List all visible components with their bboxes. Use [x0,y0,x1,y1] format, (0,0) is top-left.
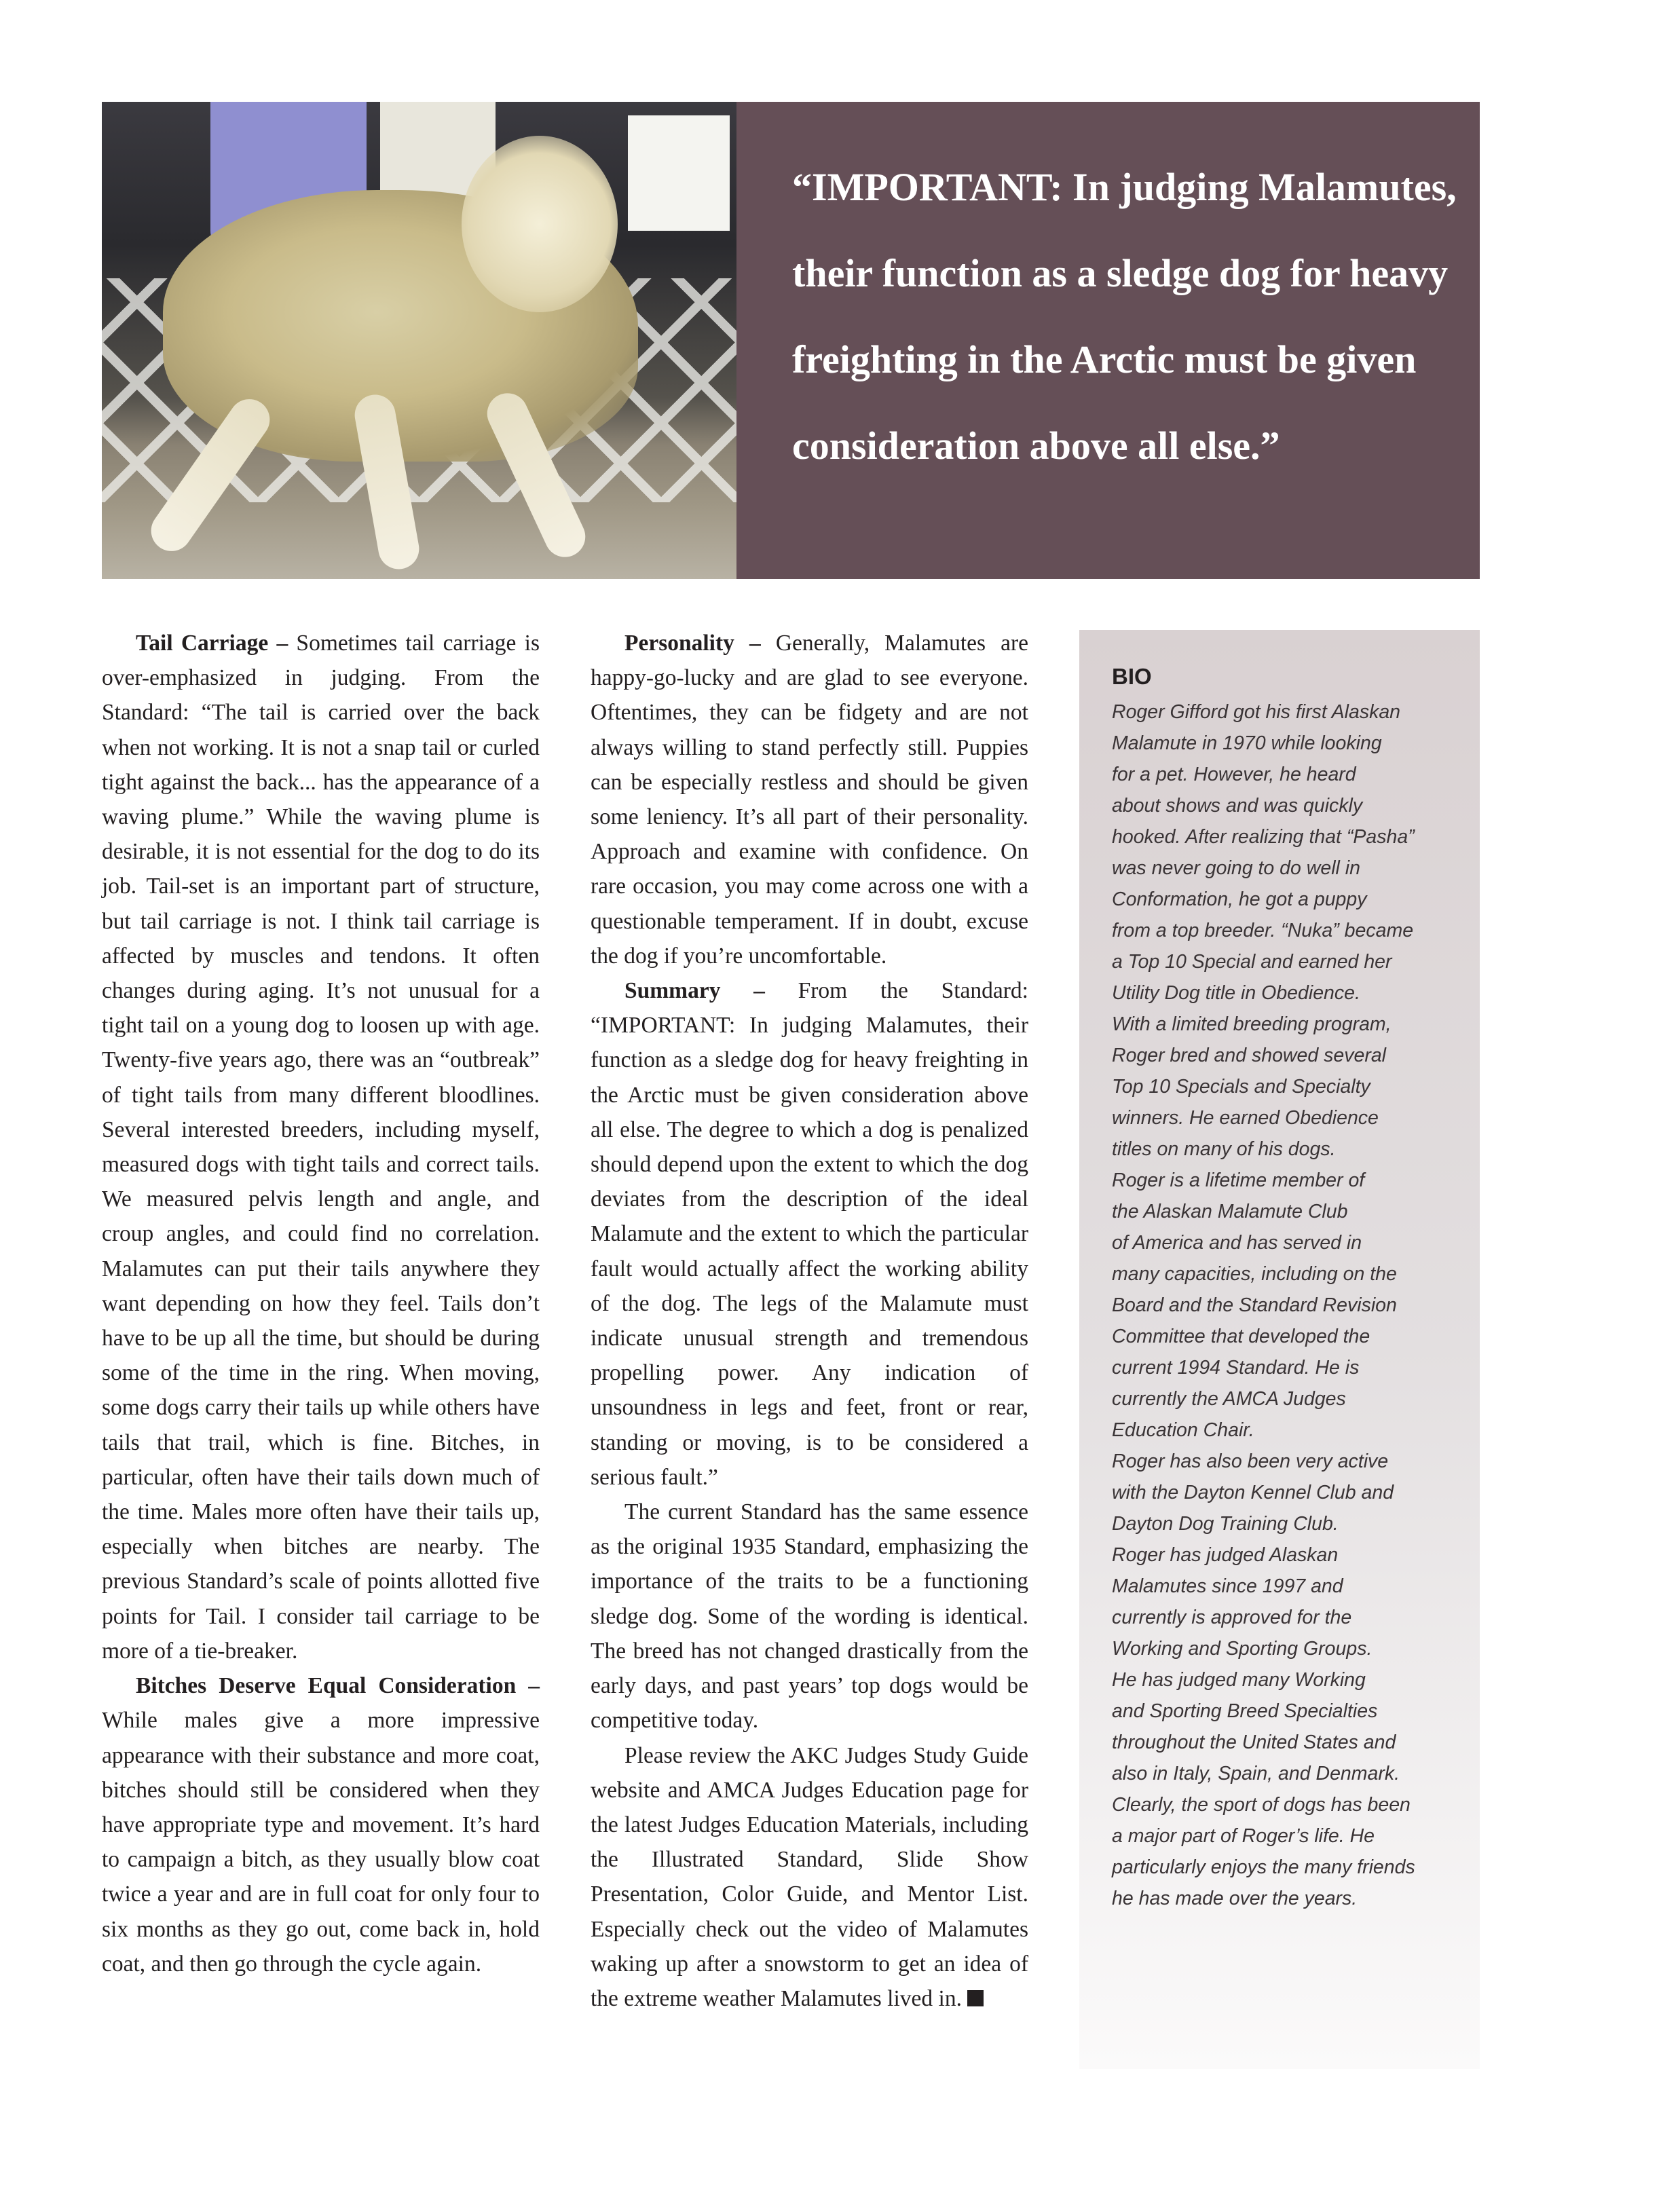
bio-line: Roger has also been very active [1112,1451,1389,1472]
bio-line: Roger has judged Alaskan [1112,1544,1339,1566]
bio-line: was never going to do well in [1112,857,1360,879]
bio-line: Utility Dog title in Obedience. [1112,982,1360,1004]
paragraph-summary: Summary – From the Standard: “IMPORTANT: In judging Malamutes, their function as a sledge dog for heavy freighting in the Arctic must be given consideration above all else. The degree to which a dog is penalized should depend upon the extent to which the dog deviates from the description of the ideal Malamute and the extent to which the particular fault would actually affect the working ability of the dog. The legs of the Malamute must indicate unusual strength and tremendous propelling power. Any indication of unsoundness in legs and feet, front or rear, standing or moving, is to be considered a serious fault.” [591,978,1028,1490]
paragraph-review: Please review the AKC Judges Study Guide website and AMCA Judges Education page for the latest Judges Education Materials, including the Illustrated Standard, Slide Show Presentation, Color Guide, and Mentor List. Especially check out the video of Malamutes waking up after a snowstorm to get an idea of the extreme weather Malamutes lived in. [591,1742,1028,2011]
bio-line: throughout the United States and [1112,1732,1396,1753]
section-heading: Personality – [624,631,761,656]
bio-line: Dayton Dog Training Club. [1112,1513,1339,1535]
pull-quote-box [736,102,1480,579]
bio-line: current 1994 Standard. He is [1112,1357,1360,1379]
bio-line: a Top 10 Special and earned her [1112,951,1392,973]
end-of-article-mark [967,1990,984,2006]
bio-line: Roger bred and showed several [1112,1045,1386,1066]
bio-line: a major part of Roger’s life. He [1112,1825,1375,1847]
article-column-left [102,626,540,1981]
bio-line: with the Dayton Kennel Club and [1112,1482,1394,1503]
bio-line: Committee that developed the [1112,1326,1370,1347]
bio-line: Malamute in 1970 while looking [1112,732,1382,754]
bio-line: Education Chair. [1112,1419,1254,1441]
bio-line: Board and the Standard Revision [1112,1294,1397,1316]
bio-line: hooked. After realizing that “Pasha” [1112,826,1415,848]
bio-line: Roger Gifford got his first Alaskan [1112,701,1401,723]
bio-line: and Sporting Breed Specialties [1112,1700,1378,1722]
bio-line: Top 10 Specials and Specialty [1112,1076,1370,1098]
malamute-photo [102,102,736,579]
bio-line: Malamutes since 1997 and [1112,1575,1343,1597]
bio-line: Conformation, he got a puppy [1112,888,1367,910]
bio-line: With a limited breeding program, [1112,1013,1392,1035]
photo-sign [628,115,730,231]
paragraph-personality: Personality – Generally, Malamutes are happy-go-lucky and are glad to see everyone. Oftentimes, they can be fidgety and are not always willing to stand perfectly still. Puppies can be especially restless and should be given some leniency. It’s all part of their personality. Approach and examine with confidence. On rare occasion, you may come across one with a questionable temperament. If in doubt, excuse the dog if you’re uncomfortable. [591,631,1029,969]
section-heading: Tail Carriage – [136,631,288,656]
bio-line: particularly enjoys the many friends [1112,1856,1415,1878]
bio-line: He has judged many Working [1112,1669,1366,1691]
bio-line: Clearly, the sport of dogs has been [1112,1794,1411,1816]
bio-line: for a pet. However, he heard [1112,764,1356,785]
bio-line: Roger is a lifetime member of [1112,1170,1365,1191]
bio-line: currently the AMCA Judges [1112,1388,1346,1410]
paragraph-current-standard: The current Standard has the same essence as the original 1935 Standard, emphasizing the importance of the traits to be a functioning sledge dog. Some of the wording is identical. The breed has not changed drastically from the early days, and past years’ top dogs would be competitive today. [591,1499,1028,1734]
pull-quote: “IMPORTANT: In judging Malamutes, their function as a sledge dog for heavy freighting in the Arctic must be given consideration above all else.” [792,165,1457,468]
bio-title: BIO [1112,664,1152,689]
bio-line: winners. He earned Obedience [1112,1107,1379,1129]
bio-line: currently is approved for the [1112,1607,1352,1628]
bio-sidebar [1079,630,1480,2069]
bio-line: he has made over the years. [1112,1888,1358,1909]
paragraph-tail-carriage: Tail Carriage – Sometimes tail carriage is over-emphasized in judging. From the Standard: “The tail is carried over the back when not working. It is not a snap tail or curled tight against the back... has the appearance of a waving plume.” While the waving plume is desirable, it is not essential for the dog to do its job. Tail-set is an important part of structure, but tail carriage is not. I think tail carriage is affected by muscles and tendons. It often changes during aging. It’s not unusual for a tight tail on a young dog to loosen up with age. Twenty-five years ago, there was an “outbreak” of tight tails from many different bloodlines. Several interested breeders, including myself, measured dogs with tight tails and correct tails. We measured pelvis length and angle, and croup angles, and could find no correlation. Malamutes can put their tails anywhere they want depending on how they feel. Tails don’t have to be up all the time, but should be during some of the time in the ring. When moving, some dogs carry their tails up while others have tails that trail, which is fine. Bitches, in particular, often have their tails down much of the time. Males more often have their tails up, especially when bitches are nearby. The previous Standard’s scale of points allotted five points for Tail. I consider tail carriage to be more of a tie-breaker. [102,631,540,1664]
photo-dog-tail [462,136,618,312]
bio-line: Working and Sporting Groups. [1112,1638,1373,1660]
bio-line: the Alaskan Malamute Club [1112,1201,1348,1222]
bio-text [1112,696,1415,1914]
bio-line: of America and has served in [1112,1232,1362,1254]
bio-line: titles on many of his dogs. [1112,1138,1336,1160]
bio-line: about shows and was quickly [1112,795,1363,817]
bio-line: many capacities, including on the [1112,1263,1397,1285]
section-heading: Bitches Deserve Equal Consideration – [136,1673,540,1699]
article-column-middle [591,626,1028,2016]
section-heading: Summary – [624,978,765,1004]
bio-line: also in Italy, Spain, and Denmark. [1112,1763,1400,1784]
bio-line: from a top breeder. “Nuka” became [1112,920,1414,941]
paragraph-bitches: Bitches Deserve Equal Consideration – While males give a more impressive appearance with their substance and more coat, bitches should still be considered when they have appropriate type and movement. It’s hard to campaign a bitch, as they usually blow coat twice a year and are in full coat for only four to six months as they go out, come back in, hold coat, and then go through the cycle again. [102,1673,540,1977]
